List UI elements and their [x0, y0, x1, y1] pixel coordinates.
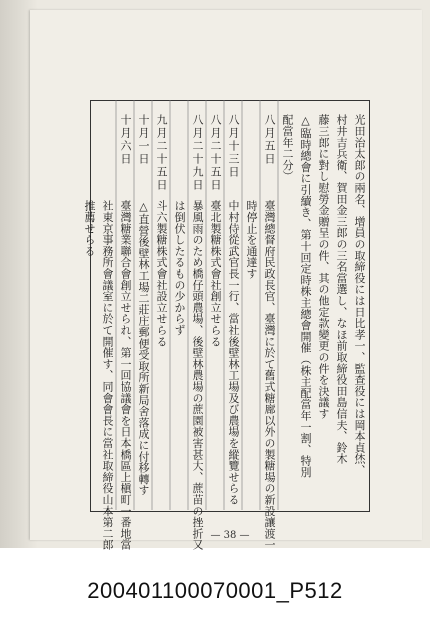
body-line-4: △臨時總會に引續き、第十回定時株主總會開催（株主配當年一割、特別: [299, 114, 312, 478]
body-line-6: 臺灣總督府民政長官、臺灣に於て舊式糖廍以外の製糖場の新設讓渡一: [263, 200, 276, 551]
body-line-3: 藤三郎に對し慰勞金贈呈の件、其の他定款變更の件を決議す: [317, 114, 330, 420]
body-line-10: 暴風雨のため橋仔頭農場、後壁林農場の蔗園被害甚大、蔗苗の挫折又: [191, 200, 204, 551]
page-number: — 38 —: [210, 530, 250, 541]
body-line-11: は倒伏したるもの少からず: [173, 200, 186, 336]
date-label: 八月五日: [263, 114, 276, 166]
body-line-8: 中村侍從武官長一行、當社後壁林工場及び農場を縱覽せらる: [227, 200, 240, 506]
date-label: 九月二十五日: [155, 114, 168, 192]
body-line-7: 時停止を通達す: [245, 200, 258, 280]
body-line-1: 光田治太郎の兩名、增員の取締役には日比孝一、監查役には岡本貞烋、: [353, 114, 366, 476]
image-id-caption: 200401100070001_P512: [87, 578, 343, 603]
body-line-15: 社東京事務所會議室に於て開催す、同會會長に當社取締役山本第二郎: [101, 200, 114, 551]
date-label: 八月十三日: [227, 114, 240, 179]
body-line-2: 村井吉兵衛、賀田金三郎の三名當選し、なほ前取締役田島信夫、鈴木: [335, 114, 348, 465]
body-line-13: △直營後壁林工場二莊庄郵便受取所新局舍落成に付移轉す: [137, 200, 150, 496]
date-label: 八月二十九日: [191, 114, 204, 192]
body-line-5: 配當年二分）: [281, 114, 294, 182]
date-label: 十月一日: [137, 114, 150, 166]
date-label: 十月六日: [119, 114, 132, 166]
body-line-16: 推薦せらる: [83, 200, 96, 257]
body-line-9: 臺北製糖株式會社創立せらる: [209, 200, 222, 347]
body-line-12: 斗六製糖株式會社設立せらる: [155, 200, 168, 347]
body-line-14: 臺灣糖業聯合會創立せられ、第一回協議會を日本橋區上槇町一番地當: [119, 200, 132, 551]
date-label: 八月二十五日: [209, 114, 222, 192]
document-page: [30, 10, 422, 551]
